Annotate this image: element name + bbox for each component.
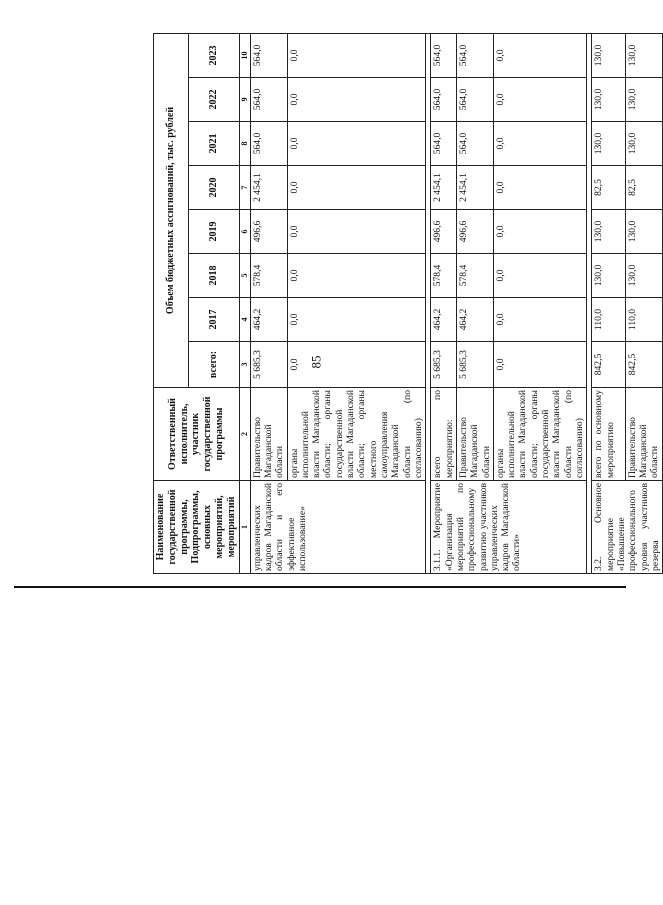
row-name: 3.2. Основное мероприятие «Повышение профессионального уровня участников резерва <box>592 481 663 574</box>
row-executor: Правительство Магаданской области <box>456 388 493 481</box>
row-total: 842,5 <box>592 342 625 388</box>
row-value: 82,5 <box>592 166 625 210</box>
row-value: 110,0 <box>592 298 625 342</box>
row-value: 130,0 <box>625 122 662 166</box>
row-value: 0,0 <box>493 78 587 122</box>
header-executor: Ответственный исполнитель, участник государственной программы <box>154 388 240 481</box>
row-value: 0,0 <box>493 254 587 298</box>
header-total: всего: <box>188 342 239 388</box>
row-value: 564,0 <box>250 33 287 77</box>
row-value: 0,0 <box>287 166 426 210</box>
table-row <box>250 33 287 573</box>
row-value: 130,0 <box>592 210 625 254</box>
row-total: 0,0 <box>493 342 587 388</box>
row-value: 464,2 <box>456 298 493 342</box>
column-number: 1 <box>239 481 250 574</box>
row-value: 496,6 <box>431 210 457 254</box>
header-year: 2020 <box>188 166 239 210</box>
row-value: 464,2 <box>431 298 457 342</box>
row-total: 5 685,3 <box>431 342 457 388</box>
row-value: 130,0 <box>592 122 625 166</box>
page-number: 85 <box>308 355 324 369</box>
column-number: 9 <box>239 78 250 122</box>
row-executor: Правительство Магаданской области <box>625 388 662 481</box>
row-value: 130,0 <box>592 78 625 122</box>
row-value: 0,0 <box>493 33 587 77</box>
column-number: 2 <box>239 388 250 481</box>
row-value: 0,0 <box>287 210 426 254</box>
row-value: 130,0 <box>625 33 662 77</box>
table-row <box>592 33 625 573</box>
row-name: управленческих кадров Магаданской области и его эффективное использование» <box>250 481 426 574</box>
row-total: 0,0 <box>287 342 426 388</box>
row-value: 2 454,1 <box>250 166 287 210</box>
row-value: 564,0 <box>456 122 493 166</box>
row-total: 842,5 <box>625 342 662 388</box>
table-row <box>431 33 457 573</box>
header-name: Наименование государственной программы, Подпрограммы, основных мероприятий, мероприятий <box>154 481 240 574</box>
column-number: 8 <box>239 122 250 166</box>
row-value: 2 454,1 <box>456 166 493 210</box>
header-year: 2023 <box>188 33 239 77</box>
column-number: 7 <box>239 166 250 210</box>
row-value: 130,0 <box>592 254 625 298</box>
header-year: 2018 <box>188 254 239 298</box>
row-value: 564,0 <box>456 33 493 77</box>
row-value: 564,0 <box>250 122 287 166</box>
row-value: 0,0 <box>287 33 426 77</box>
row-value: 564,0 <box>456 78 493 122</box>
row-value: 130,0 <box>592 33 625 77</box>
row-value: 130,0 <box>625 210 662 254</box>
row-value: 0,0 <box>493 166 587 210</box>
row-value: 0,0 <box>287 298 426 342</box>
row-value: 0,0 <box>287 254 426 298</box>
row-executor: Правительство Магаданской области <box>250 388 287 481</box>
header-budget: Объем бюджетных ассигнований, тыс. рублей <box>154 33 189 387</box>
row-executor: органы исполнительной власти Магаданской области; органы государственной власти Магаданской области; органы местного самоуправления Магаданской области (по согласованию) <box>287 388 426 481</box>
row-executor: всего по основному мероприятию <box>592 388 625 481</box>
row-name: 3.1.1. Мероприятие «Организация мероприятий по профессиональному развитию участников управленческих кадров Магаданской области» <box>431 481 587 574</box>
row-value: 564,0 <box>431 33 457 77</box>
row-value: 578,4 <box>456 254 493 298</box>
bottom-rule <box>14 586 626 588</box>
row-value: 564,0 <box>431 78 457 122</box>
row-value: 578,4 <box>250 254 287 298</box>
column-number-row <box>239 33 250 573</box>
header-year: 2022 <box>188 78 239 122</box>
row-value: 578,4 <box>431 254 457 298</box>
header-year: 2017 <box>188 298 239 342</box>
row-value: 496,6 <box>456 210 493 254</box>
column-number: 4 <box>239 298 250 342</box>
row-value: 0,0 <box>287 122 426 166</box>
row-value: 564,0 <box>250 78 287 122</box>
row-value: 564,0 <box>431 122 457 166</box>
row-value: 82,5 <box>625 166 662 210</box>
column-number: 5 <box>239 254 250 298</box>
row-value: 0,0 <box>493 122 587 166</box>
row-value: 0,0 <box>493 210 587 254</box>
budget-table-rotated <box>153 34 661 574</box>
header-year: 2021 <box>188 122 239 166</box>
budget-table <box>153 33 663 574</box>
row-value: 0,0 <box>493 298 587 342</box>
row-value: 464,2 <box>250 298 287 342</box>
column-number: 10 <box>239 33 250 77</box>
row-total: 5 685,3 <box>456 342 493 388</box>
row-value: 496,6 <box>250 210 287 254</box>
row-value: 0,0 <box>287 78 426 122</box>
row-total: 5 685,3 <box>250 342 287 388</box>
row-executor: органы исполнительной власти Магаданской области; органы государственной власти Магаданской области (по согласованию) <box>493 388 587 481</box>
column-number: 6 <box>239 210 250 254</box>
row-value: 110,0 <box>625 298 662 342</box>
row-value: 130,0 <box>625 78 662 122</box>
column-number: 3 <box>239 342 250 388</box>
row-executor: всего по мероприятию: <box>431 388 457 481</box>
row-value: 2 454,1 <box>431 166 457 210</box>
header-year: 2019 <box>188 210 239 254</box>
row-value: 130,0 <box>625 254 662 298</box>
